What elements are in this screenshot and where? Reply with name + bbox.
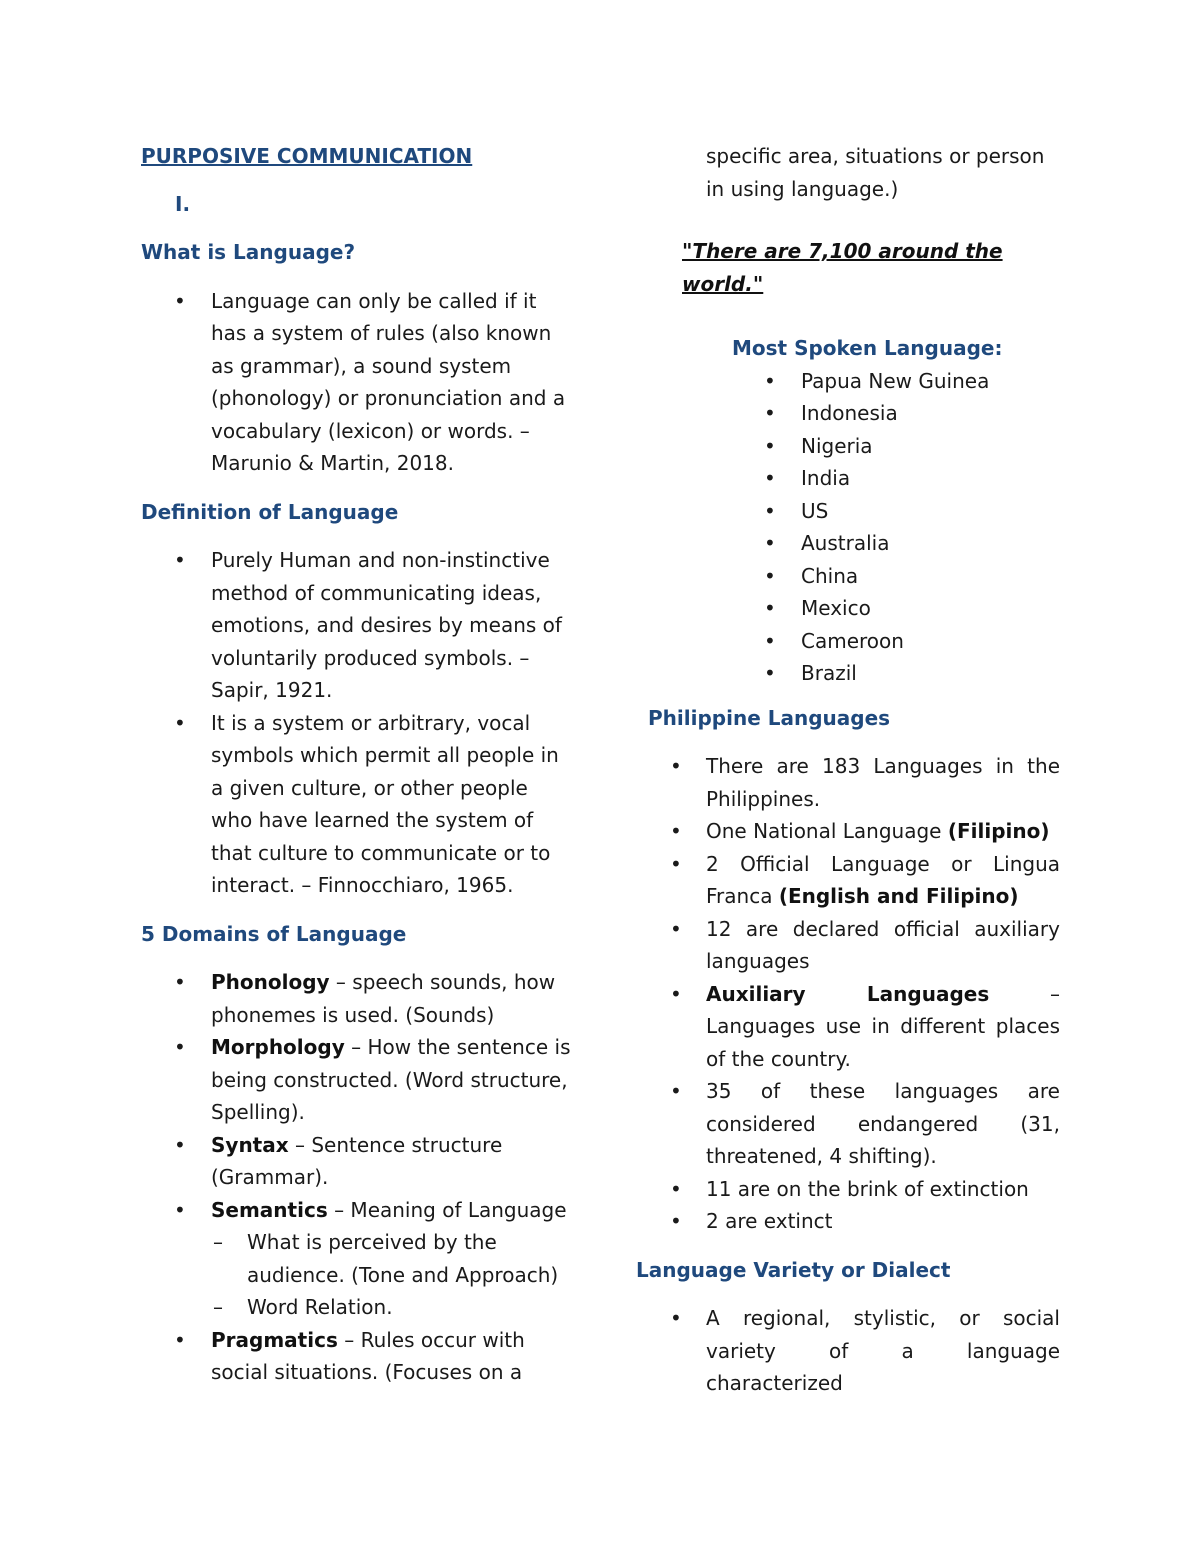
domain-text: – How the sentence is being constructed. (Word structure, Spelling).: [211, 1035, 571, 1124]
list-item: • Nigeria: [636, 430, 1060, 463]
heading-definition-of-language: Definition of Language: [141, 499, 399, 524]
item-bold: Auxiliary Languages: [706, 981, 990, 1006]
item-bold: (Filipino): [947, 819, 1050, 843]
list-item: • 12 are declared official auxiliary languages: [636, 913, 1060, 978]
item-bold: (English and Filipino): [778, 884, 1019, 908]
list-item: [141, 1129, 571, 1194]
domain-term: Morphology: [211, 1035, 345, 1059]
list-item: • 35 of these languages are considered endangered (31, threatened, 4 shifting).: [636, 1075, 1060, 1173]
list-item: [636, 978, 1060, 1076]
philippine-list: [636, 750, 1060, 1238]
list-item: [141, 1324, 571, 1389]
list-item: [141, 1031, 571, 1129]
what-is-language-list: [141, 285, 571, 480]
domain-text: – speech sounds, how phonemes is used. (Sounds): [211, 970, 556, 1027]
item-text: One National Language: [706, 819, 948, 843]
list-item: • 2 are extinct: [636, 1205, 1060, 1238]
list-item: • Mexico: [636, 592, 1060, 625]
list-item: [141, 966, 571, 1031]
domain-text: – Meaning of Language: [327, 1197, 567, 1222]
list-item: • China: [636, 560, 1060, 593]
list-item: • Papua New Guinea: [636, 365, 1060, 398]
list-item: [636, 815, 1060, 848]
heading-most-spoken: Most Spoken Language:: [732, 336, 1003, 360]
right-column: [636, 140, 1060, 1400]
list-item: • There are 183 Languages in the Philippines.: [636, 750, 1060, 815]
left-column: [141, 140, 571, 1389]
list-item: • Language can only be called if it has a system of rules (also known as grammar), a sound system (phonology) or pronunciation and a vocabulary (lexicon) or words. – Marunio & Martin, 2018.: [141, 285, 571, 480]
domain-term: Phonology: [211, 970, 330, 994]
item-text: 2 Official Language or Lingua Franca: [706, 851, 1060, 908]
list-item: • A regional, stylistic, or social variety of a language characterized: [636, 1302, 1060, 1400]
item-text: – Languages use in different places of the country.: [706, 981, 1060, 1071]
list-item: • US: [636, 495, 1060, 528]
list-item: • India: [636, 462, 1060, 495]
list-item: • Indonesia: [636, 397, 1060, 430]
domain-term: Pragmatics: [211, 1327, 338, 1352]
domains-list: [141, 966, 571, 1389]
list-item: • Australia: [636, 527, 1060, 560]
list-item: • 11 are on the brink of extinction: [636, 1173, 1060, 1206]
list-item: • Brazil: [636, 657, 1060, 690]
heading-what-is-language: What is Language?: [141, 240, 356, 264]
variety-list: [636, 1302, 1060, 1400]
most-spoken-list: [636, 365, 1060, 690]
section-number: I.: [175, 192, 191, 216]
list-item: [636, 848, 1060, 913]
definition-list: [141, 544, 571, 902]
semantics-sub-list: [211, 1226, 571, 1324]
domain-term: Semantics: [211, 1197, 328, 1222]
sub-list-item: – Word Relation.: [211, 1291, 571, 1324]
list-item: • Cameroon: [636, 625, 1060, 658]
document-title: PURPOSIVE COMMUNICATION: [141, 144, 473, 168]
sub-list-item: – What is perceived by the audience. (Tone and Approach): [211, 1226, 571, 1291]
list-item: [141, 1194, 571, 1324]
quote-languages-count: "There are 7,100 around the world.": [682, 239, 1003, 296]
list-item: • It is a system or arbitrary, vocal symbols which permit all people in a given culture, or other people who have learned the system of that culture to communicate or to interact. – Finnocchiaro, 1965.: [141, 707, 571, 902]
domain-text: – Sentence structure (Grammar).: [211, 1132, 503, 1189]
pragmatics-continuation: specific area, situations or person in using language.): [706, 144, 1045, 201]
heading-language-variety: Language Variety or Dialect: [636, 1257, 951, 1282]
heading-5-domains: 5 Domains of Language: [141, 921, 407, 946]
domain-text: – Rules occur with social situations. (Focuses on a: [211, 1327, 525, 1384]
list-item: • Purely Human and non-instinctive method of communicating ideas, emotions, and desires by means of voluntarily produced symbols. – Sapir, 1921.: [141, 544, 571, 707]
domain-term: Syntax: [211, 1132, 289, 1157]
heading-philippine-languages: Philippine Languages: [648, 705, 891, 730]
